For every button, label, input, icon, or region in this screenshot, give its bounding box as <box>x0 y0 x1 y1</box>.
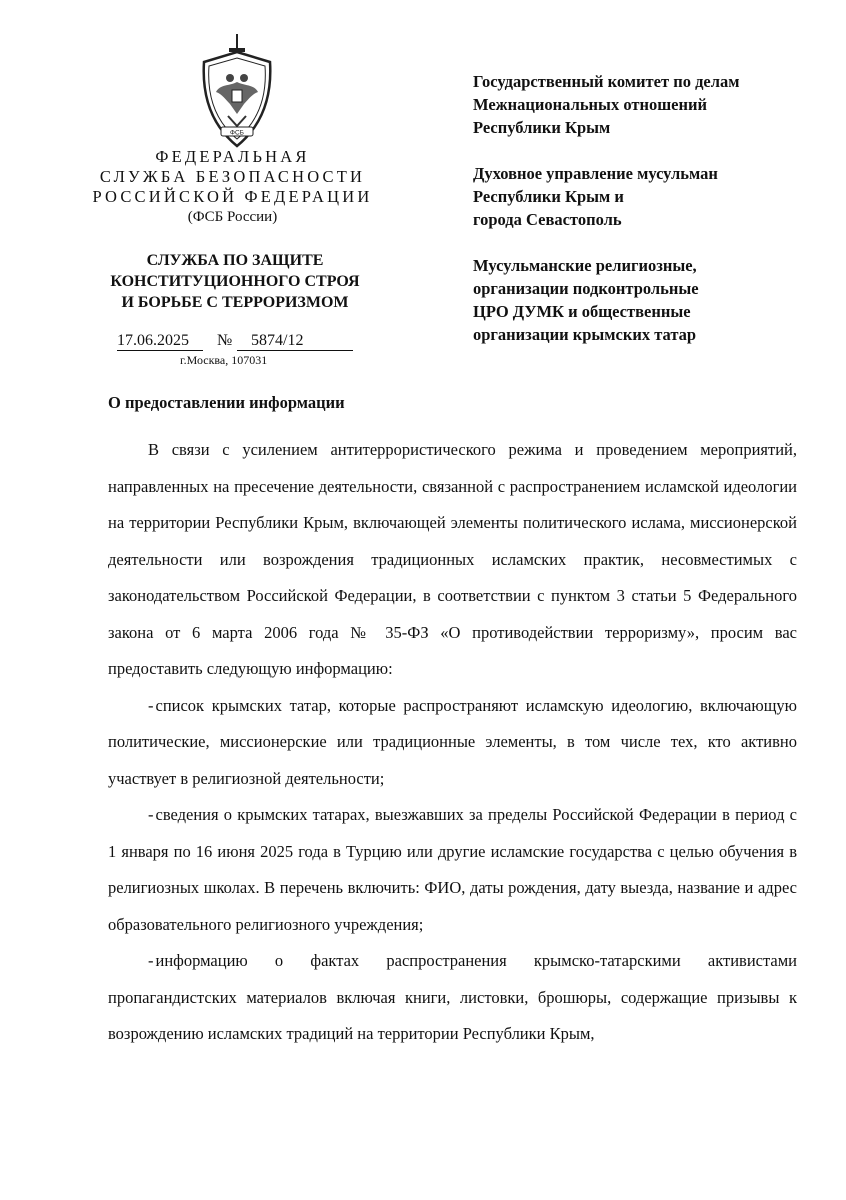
list-dash: - <box>148 695 154 715</box>
recipient: Государственный комитет по делам Межнациональных отношений Республики Крым <box>473 72 740 137</box>
list-item-text: сведения о крымских татарах, выезжавших за пределы Российской Федерации в период с 1 января по 16 июня 2025 года в Турцию или другие исламские государства с целью обучения в религиозных школах. В перечень включить: ФИО, даты рождения, дату выезда, название и адрес образовательного религиозного учреждения; <box>108 805 797 934</box>
organization-name <box>60 147 405 227</box>
org-line-1: ФЕДЕРАЛЬНАЯ <box>155 147 310 166</box>
list-item <box>108 688 797 798</box>
org-line-2: СЛУЖБА БЕЗОПАСНОСТИ <box>99 167 366 186</box>
recipients-block <box>473 70 813 369</box>
letter-subject: О предоставлении информации <box>108 393 345 412</box>
registration-line <box>117 332 357 351</box>
recipient: Духовное управление мусульман Республики Крым и города Севастополь <box>473 164 718 229</box>
letter-body <box>108 432 797 1053</box>
recipient: Мусульманские религиозные, организации подконтрольные ЦРО ДУМК и общественные организации крымских татар <box>473 256 699 344</box>
number-sign: № <box>217 332 233 349</box>
city-address: г.Москва, 107031 <box>180 353 268 367</box>
fsb-emblem-icon <box>190 34 284 152</box>
list-dash: - <box>148 805 154 824</box>
org-line-3: РОССИЙСКОЙ ФЕДЕРАЦИИ <box>92 187 373 206</box>
list-item <box>108 943 797 1053</box>
document-date: 17.06.2025 <box>117 332 203 351</box>
list-item-text: информацию о фактах распространения крымско-татарскими активистами пропагандистских материалов включая книги, листовки, брошюры, содержащие призывы к возрождению исламских традиций на территории Республики Крым, <box>108 951 797 1043</box>
dept-line-2: КОНСТИТУЦИОННОГО СТРОЯ <box>110 273 360 290</box>
list-item <box>108 797 797 943</box>
dept-line-3: И БОРЬБЕ С ТЕРРОРИЗМОМ <box>121 294 349 311</box>
list-item-text: список крымских татар, которые распространяют исламскую идеологию, включающую политические, миссионерские или традиционные элементы, в том числе тех, кто активно участвует в религиозной деятельности; <box>108 695 797 788</box>
department-name <box>70 250 400 313</box>
dept-line-1: СЛУЖБА ПО ЗАЩИТЕ <box>146 252 324 269</box>
document-number: 5874/12 <box>237 332 353 351</box>
emblem-ribbon-text: ФСБ <box>230 129 244 137</box>
list-dash: - <box>148 951 154 970</box>
org-abbreviation: (ФСБ России) <box>187 209 278 225</box>
body-paragraph: В связи с усилением антитеррористического режима и проведением мероприятий, направленных на пресечение деятельности, связанной с распространением исламской идеологии на территории Республики Крым, включающей элементы политического ислама, миссионерской деятельности или возрождения традиционных исламских практик, несовместимых с законодательством Российской Федерации, в соответствии с пунктом 3 статьи 5 Федерального закона от 6 марта 2006 года № 35-ФЗ «О противодействии терроризму», просим вас предоставить следующую информацию: <box>108 440 797 678</box>
